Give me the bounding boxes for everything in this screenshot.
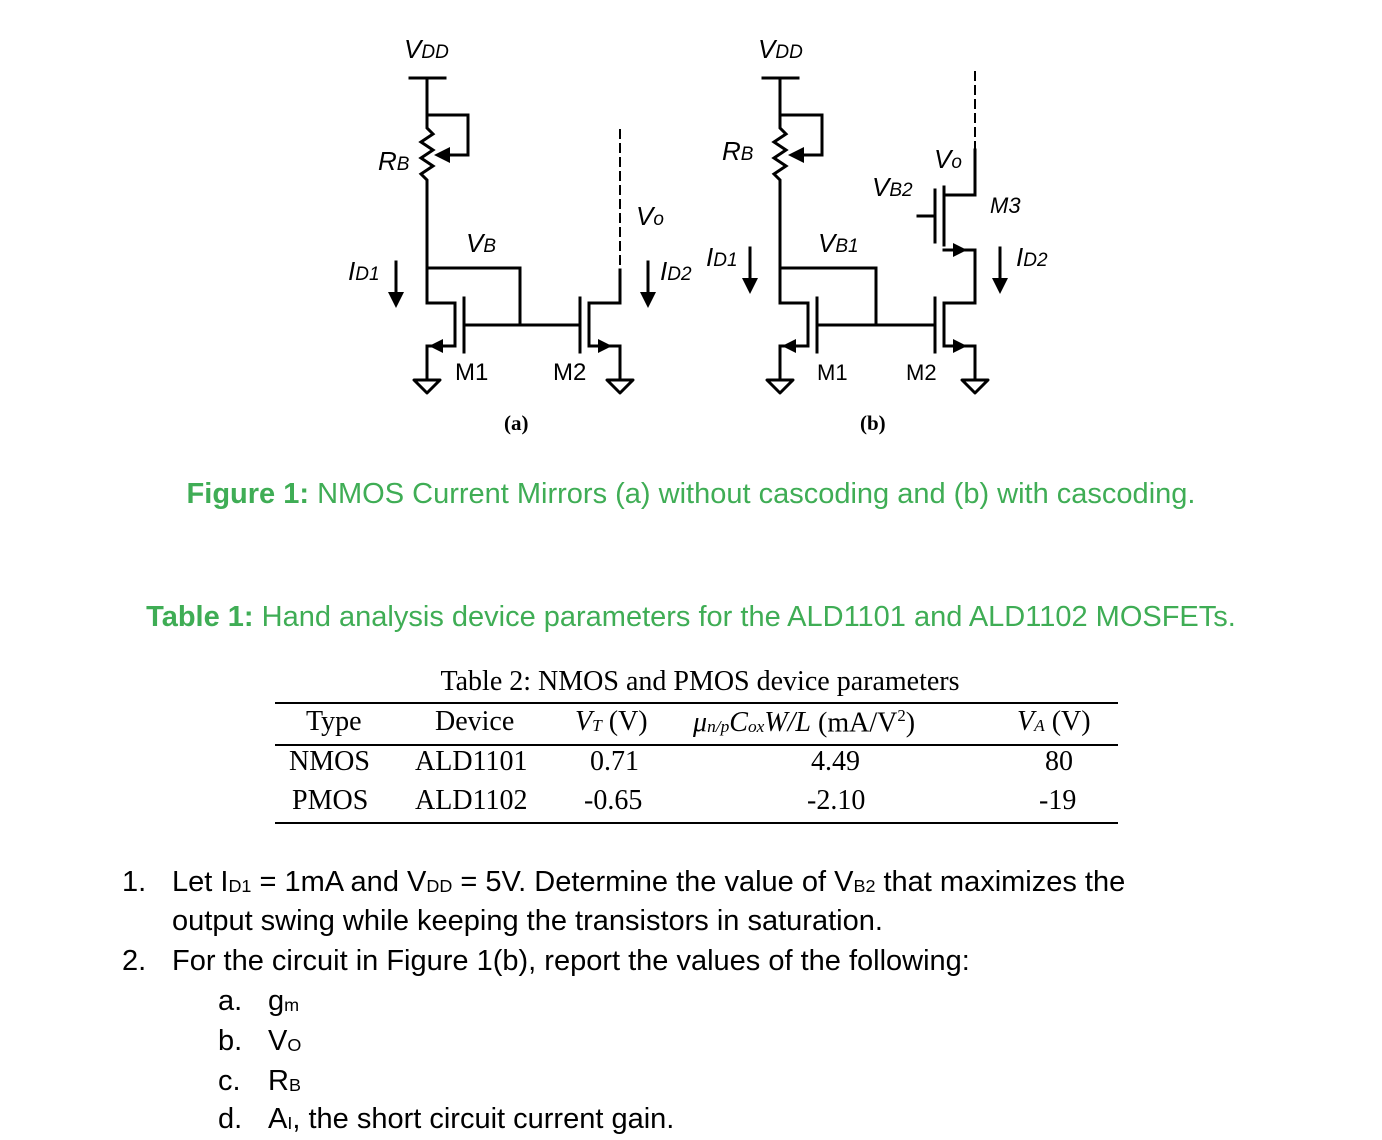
header-kp: $\mu_{n/p}C_{ox}W/L$ $(mA/V^2)$ <box>693 706 916 739</box>
label-vdd-b: VDD <box>758 34 803 64</box>
label-vdd-a: VDD <box>404 34 449 64</box>
question-1-number: 1. <box>122 866 147 898</box>
header-va: $V_A$ (V) <box>1017 706 1091 737</box>
m2-source-arrow-b <box>953 339 967 353</box>
question-1-line2: output swing while keeping the transistors in saturation. <box>172 905 883 937</box>
sublabel-a: (a) <box>504 411 529 435</box>
current-arrow-id1-a <box>388 292 404 308</box>
sub-item-a-letter: a. <box>218 985 243 1017</box>
sub-item-a-text: $g_m$ <box>268 985 300 1017</box>
question-2-number: 2. <box>122 945 147 977</box>
current-arrow-id2-a <box>640 292 656 308</box>
header-device: Device <box>435 706 515 737</box>
question-1-line1: Let $I_{D1} = 1mA$ and $V_{DD} = 5V$. Determine the value of $V_{B2}$ that maximizes the <box>172 866 1126 898</box>
row2-device: ALD1102 <box>415 785 528 816</box>
current-arrow-id1-b <box>742 278 758 294</box>
table-top-rule <box>275 702 1118 704</box>
figure-caption-label: Figure 1: <box>186 478 310 510</box>
current-arrow-id2-b <box>992 278 1008 294</box>
label-vo-a: Vo <box>636 201 664 231</box>
label-m3-b: M3 <box>990 193 1021 218</box>
table-bottom-rule <box>275 822 1118 824</box>
sub-item-b-letter: b. <box>218 1025 243 1057</box>
label-m1-a: M1 <box>455 359 489 386</box>
label-vb2-b: VB2 <box>872 172 913 202</box>
row1-va: 80 <box>1045 746 1073 777</box>
ground-icon <box>607 380 633 393</box>
m3-source-arrow-b <box>953 243 967 257</box>
table-caption <box>0 601 1382 634</box>
label-m2-b: M2 <box>906 360 937 385</box>
header-type: Type <box>306 706 362 737</box>
sub-item-c-text: $R_B$ <box>268 1065 301 1097</box>
label-m2-a: M2 <box>553 359 587 386</box>
rb-wiper-arrow-a <box>434 147 450 163</box>
m1-source-arrow-a <box>429 339 443 353</box>
sub-item-c-letter: c. <box>218 1065 241 1097</box>
m1-source-arrow-b <box>782 339 796 353</box>
rb-wiper-arrow-b <box>788 147 804 163</box>
figure-caption-text: NMOS Current Mirrors (a) without cascoding and (b) with cascoding. <box>317 478 1196 510</box>
table-title: Table 2: NMOS and PMOS device parameters <box>440 666 960 697</box>
table-caption-label: Table 1: <box>146 601 254 633</box>
label-m1-b: M1 <box>817 360 848 385</box>
sub-item-d-letter: d. <box>218 1103 243 1135</box>
figure-circuits <box>0 0 1382 450</box>
row1-kp: 4.49 <box>811 746 860 777</box>
m2-source-arrow-a <box>598 339 612 353</box>
sub-item-b-text: $V_O$ <box>268 1025 302 1057</box>
table-caption-text: Hand analysis device parameters for the ALD1101 and ALD1102 MOSFETs. <box>261 601 1236 633</box>
row1-device: ALD1101 <box>415 746 528 777</box>
row2-vt: -0.65 <box>584 785 643 816</box>
ground-icon <box>962 380 988 393</box>
sublabel-b: (b) <box>860 411 886 435</box>
circuit-a-wiring <box>396 78 648 380</box>
row2-type: PMOS <box>292 785 369 816</box>
row2-kp: -2.10 <box>807 785 866 816</box>
label-id2-a: ID2 <box>660 256 692 286</box>
label-vo-b: Vo <box>934 144 962 174</box>
label-rb-a: RB <box>378 146 410 176</box>
label-vb1-b: VB1 <box>818 228 859 258</box>
ground-icon <box>414 380 440 393</box>
label-vb-a: VB <box>466 228 497 258</box>
row1-type: NMOS <box>289 746 370 777</box>
label-id2-b: ID2 <box>1016 242 1048 272</box>
sub-item-d-text: $A_I$, the short circuit current gain. <box>268 1103 675 1135</box>
ground-icon <box>767 380 793 393</box>
header-vt: $V_T$ (V) <box>575 706 648 737</box>
label-id1-b: ID1 <box>706 242 738 272</box>
circuit-b-wiring <box>750 78 1000 380</box>
label-rb-b: RB <box>722 136 754 166</box>
row2-va: -19 <box>1039 785 1077 816</box>
label-id1-a: ID1 <box>348 256 380 286</box>
figure-caption <box>0 478 1382 511</box>
table-header-rule <box>275 744 1118 746</box>
question-2-text: For the circuit in Figure 1(b), report the values of the following: <box>172 945 970 977</box>
row1-vt: 0.71 <box>590 746 639 777</box>
